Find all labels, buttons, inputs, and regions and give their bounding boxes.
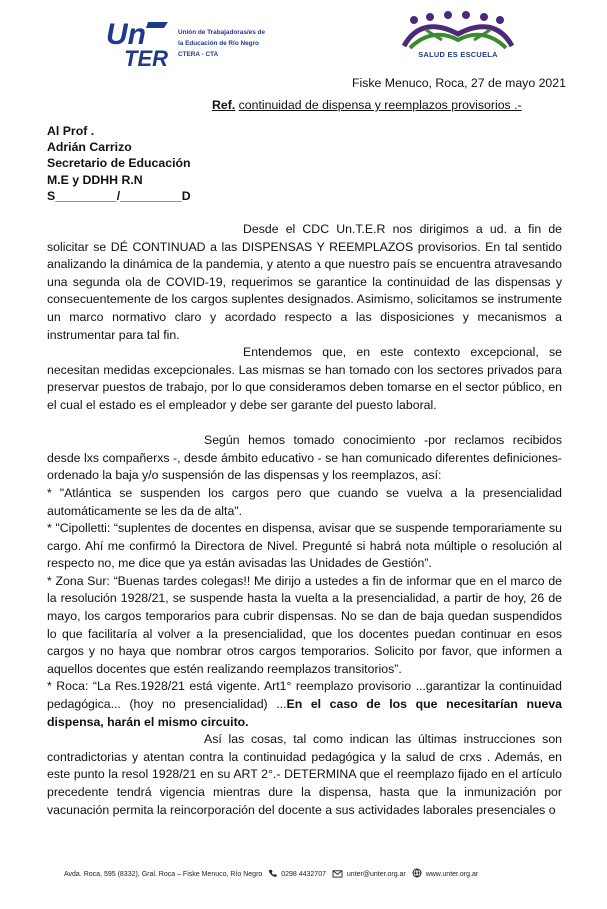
paragraph-2: Entendemos que, en este contexto excepcional, se necesitan medidas excepcionales. Las mismas se han tomado con los sectores privados para preservar puestos de trabajo, por lo que consideramos deben tomarse en el sector público, en el cual el estado es el empleador y debe ser garante del puesto laboral. — [47, 345, 562, 412]
list-item-atlantica: * "Atlántica se suspenden los cargos pero que cuando se vuelva a la presencialidad automáticamente se les da de alta". — [47, 485, 562, 518]
roca-bold-text: En el caso de los que necesitarían nueva dispensa, harán el mismo circuito. — [47, 697, 562, 729]
addressee-line: M.E y DDHH R.N — [47, 172, 143, 187]
footer-email[interactable]: unter@unter.org.ar — [346, 870, 406, 878]
reference-line — [212, 98, 522, 112]
org-line-2: la Educación de Río Negro — [178, 40, 259, 47]
footer-web[interactable]: www.unter.org.ar — [425, 870, 479, 878]
svg-text:Un: Un — [106, 18, 146, 51]
list-item-zona-sur: * Zona Sur: “Buenas tardes colegas!! Me dirijo a ustedes a fin de informar que en el marco de la resolución 1928/21, se suspende hasta la vuelta a la presencialidad, a partir de hoy, 26 de mayo, los cargos temporarios para cubrir dispensas. No se dan de baja quedan suspendidos lo que facilitaría al volver a la presencialidad, que los docentes puedan continuar en esos cargos y no haya que nombrar otros cargos temporarios. Solicito por favor, que informen a aquellos docentes que estén realizando reemplazos transitorios”. — [47, 573, 562, 676]
roca-text: * Roca: “La Res.1928/21 está vigente. Art1° reemplazo provisorio ...garantizar la continuidad pedagógica... (hoy no presencialidad) ... — [47, 679, 562, 712]
ref-label: Ref. — [212, 98, 236, 112]
ref-text: continuidad de dispensa y reemplazos provisorios .- — [238, 98, 522, 112]
paragraph-1: Desde el CDC Un.T.E.R nos dirigimos a ud. a fin de solicitar se DÉ CONTINUAD a las DISPENSAS Y REEMPLAZOS provisorios. En tal sentido analizando la dinámica de la pandemia, y atento a que nuestro país se encuentra atravesando una segunda ola de COVID-19, requerimos se garantice la continuidad de las dispensas y consecuentemente de los cargos suplentes designados. Asimismo, solicitamos se instrumente un marco normativo claro y acordado respecto a las disposiciones y mecanismos a instrumentar para tal fin. — [47, 222, 562, 342]
list-item-roca — [47, 678, 562, 731]
phone-icon — [268, 869, 277, 880]
footer — [64, 868, 554, 880]
campaign-logo-text: SALUD ES ESCUELA — [418, 50, 498, 59]
letter-body — [47, 221, 562, 819]
place-date: Fiske Menuco, Roca, 27 de mayo 2021 — [352, 76, 566, 90]
svg-text:TER: TER — [124, 46, 168, 70]
paragraph-4: Así las cosas, tal como indican las últimas instrucciones son contradictorias y atentan contra la continuidad pedagógica y la salud de crxs . Además, en este punto la resol 1928/21 en su ART 2°.- DETERMINA que el reemplazo fijado en el artículo precedente tendrá vigencia mientras dure la dispensa, hasta que la inmunización por vacunación permita la reincorporación del docente a sus actividades laborales presenciales o — [47, 732, 562, 817]
addressee-line: Adrián Carrizo — [47, 140, 132, 155]
footer-address: Avda. Roca, 595 (8332), Gral. Roca – Fiske Menuco, Río Negro — [64, 870, 263, 878]
addressee-line: Secretario de Educación — [47, 156, 191, 171]
addressee-block — [47, 123, 191, 204]
unter-logo — [104, 14, 174, 70]
addressee-line: Al Prof . — [47, 124, 95, 138]
salud-es-escuela-logo — [396, 10, 520, 68]
paragraph-3: Según hemos tomado conocimiento -por reclamos recibidos desde lxs compañerxs -, desde ámbito educativo - se han comunicado diferentes definiciones- ordenado la baja y/o suspensión de las dispensas y los reemplazos, así: — [47, 433, 562, 483]
org-line-3: CTERA - CTA — [178, 51, 219, 58]
globe-icon — [412, 868, 422, 880]
footer-phone: 0298 4432707 — [281, 870, 326, 878]
addressee-line: S_________/_________D — [47, 188, 191, 203]
org-name — [178, 27, 265, 60]
org-line-1: Unión de Trabajadoras/es de — [178, 29, 266, 36]
mail-icon — [332, 869, 343, 880]
list-item-cipolletti: * "Cipolletti: “suplentes de docentes en dispensa, avisar que se suspende temporariamente su cargo. Ahí me confirmó la Directora de Nivel. Pregunté si habrá nota múltiple o resolución al respecto no, me dice que ya están avisadas las Unidades de Gestión”. — [47, 521, 562, 571]
